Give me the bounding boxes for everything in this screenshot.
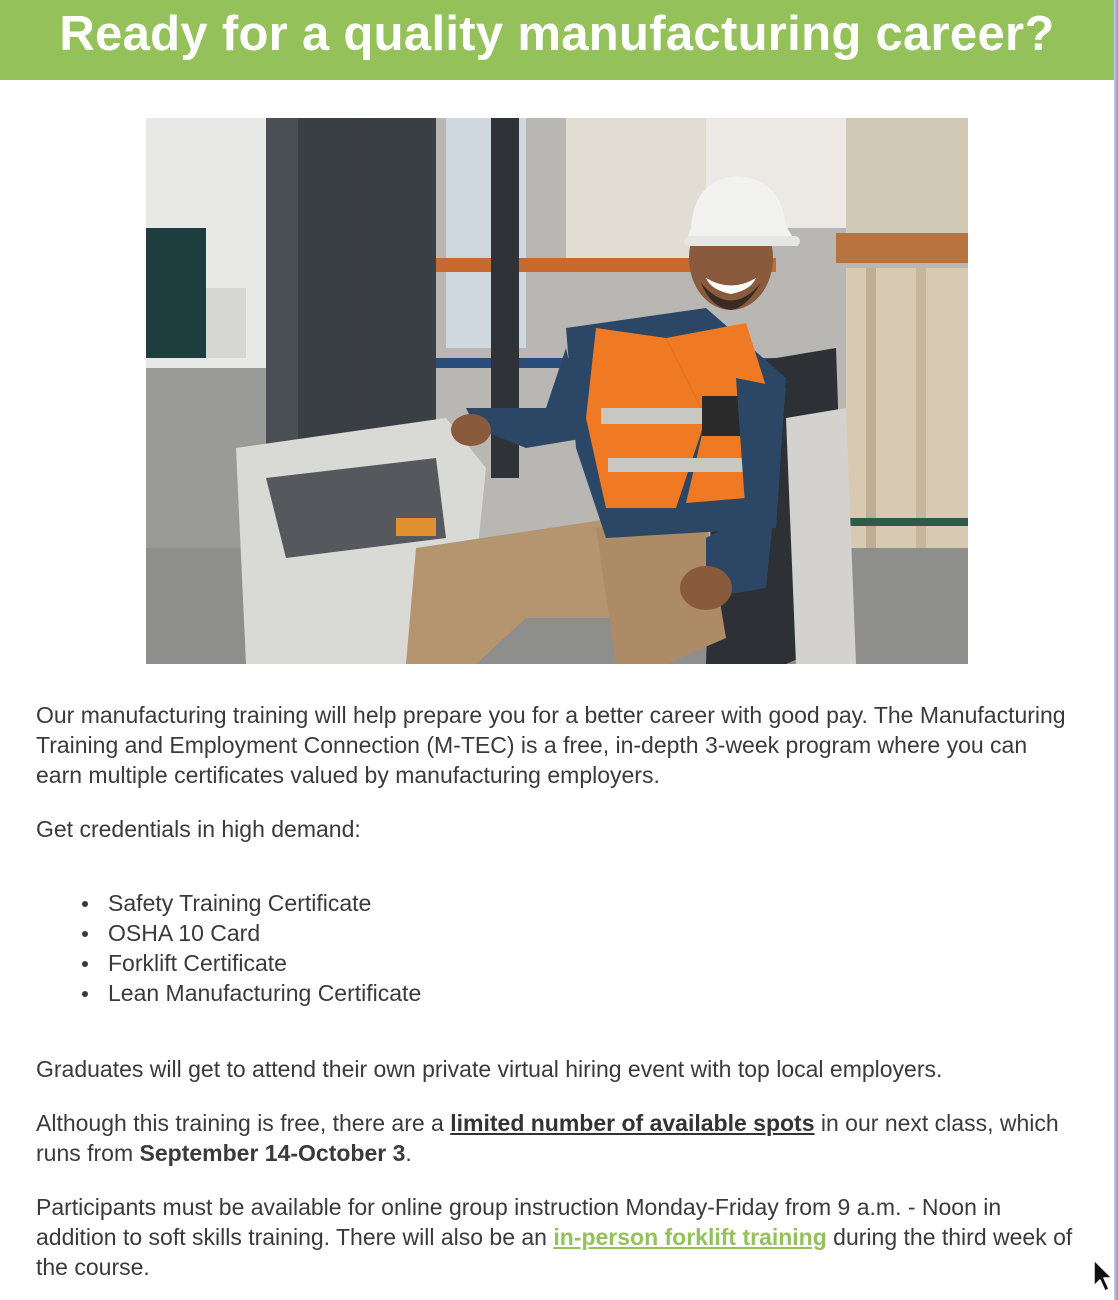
list-item: Safety Training Certificate [36, 888, 421, 918]
schedule-text-suffix: during the third week of the course. [36, 1224, 1073, 1280]
limited-spots-link[interactable]: limited number of available spots [450, 1110, 815, 1136]
schedule-paragraph [36, 1192, 1076, 1282]
availability-paragraph [36, 1108, 1076, 1168]
availability-text-middle: in our next class, which runs from [36, 1110, 1059, 1166]
page-title: Ready for a quality manufacturing career? [59, 7, 1055, 61]
availability-text-prefix: Although this training is free, there are a [36, 1110, 451, 1136]
list-item: Forklift Certificate [36, 948, 421, 978]
hero-image [146, 118, 968, 664]
header-banner [0, 0, 1114, 80]
forklift-training-link[interactable]: in-person forklift training [553, 1224, 827, 1250]
credentials-list [36, 888, 421, 1008]
credentials-heading: Get credentials in high demand: [36, 816, 361, 842]
graduates-paragraph: Graduates will get to attend their own private virtual hiring event with top local employers. [36, 1056, 943, 1082]
mouse-pointer-icon [1092, 1258, 1116, 1294]
list-item: OSHA 10 Card [36, 918, 421, 948]
class-dates: September 14-October 3 [139, 1140, 406, 1166]
availability-text-suffix: . [405, 1140, 412, 1166]
intro-paragraph: Our manufacturing training will help prepare you for a better career with good pay. The Manufacturing Training and Employment Connection (M-TEC) is a free, in-depth 3-week program where you can earn multiple certificates valued by manufacturing employers. [36, 702, 1066, 788]
schedule-text-prefix: Participants must be available for online group instruction Monday-Friday from 9 a.m. - Noon in addition to soft skills training. There will also be an [36, 1194, 1002, 1250]
list-item: Lean Manufacturing Certificate [36, 978, 421, 1008]
window-edge [1114, 0, 1118, 1300]
